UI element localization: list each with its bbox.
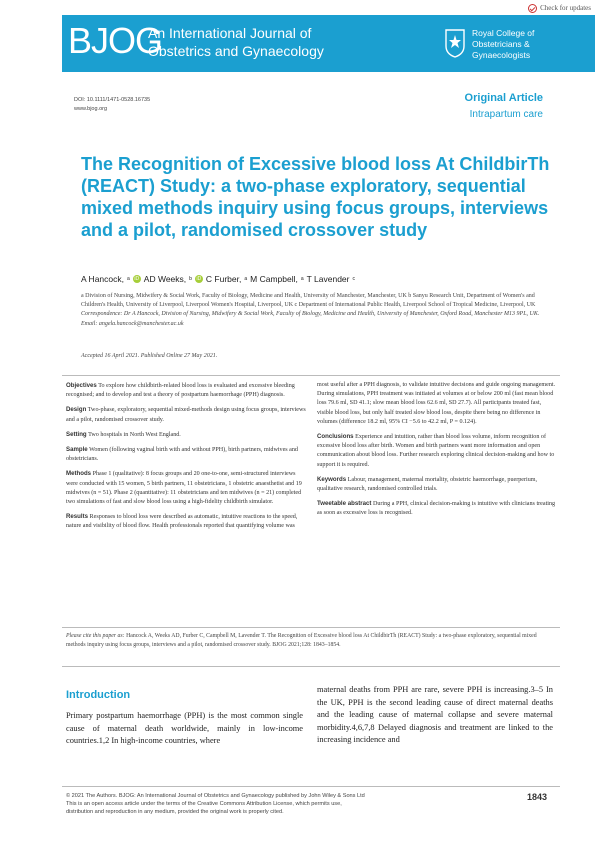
society-line1: Royal College of [472,28,535,38]
abstract-column-left [66,381,306,537]
copyright-line: © 2021 The Authors. BJOG: An International Journal of Obstetrics and Gynaecology published by John Wiley & Sons Ltd [66,793,365,799]
section-heading: Introduction [66,689,131,701]
check-for-updates-button[interactable] [528,2,591,14]
divider [62,666,560,667]
orcid-icon[interactable]: iD [196,276,202,282]
abstract-heading: Objectives [66,382,97,389]
abstract-heading: Keywords [317,475,347,483]
license-line: distribution and reproduction in any medium, provided the original work is properly cited. [66,809,284,815]
journal-url[interactable]: www.bjog.org [74,106,108,112]
divider [62,375,560,376]
citation-block [66,632,556,650]
journal-brand: BJOG [68,20,163,61]
divider [62,786,560,787]
society-line3: Gynaecologists [472,50,531,60]
correspondence: Correspondence: Dr A Hancock, Division of Nursing, Midwifery & Social Work, Faculty of Biology, Medicine and Health, University of Manchester, Oxford Road, Manchester M13 9PL, UK. Email: angela.hancock@manchester.ac.uk [81,311,540,327]
journal-title-line1: An International Journal of [148,25,312,41]
abstract-conclusions: Experience and intuition, rather than blood loss volume, inform recognition of excessive blood loss after birth. Women and birth partners want more information and open communication about blood loss. Further research exploring clinical decision-making and how to support it is required. [317,434,555,468]
abstract-results-cont: most useful after a PPH diagnosis, to validate intuitive decisions and guide ongoing management. During simulations, PPH treatment was initiated at volumes at or below 200 ml (fast mean blood loss 79.6 ml, SD 41.1; slow mean blood loss 62.6 ml, SD 27.7). All participants treated fast, visible blood loss, but only half treated slow blood loss, despite there being no difference in volumes (difference 18.2 ml, 95% CI −5.6 to 42.2 ml, P = 0.124). [317,382,556,425]
abstract-design: Two-phase, exploratory, sequential mixed-methods design using focus groups, interviews and a pilot, randomised crossover study. [66,407,306,423]
abstract-heading: Methods [66,470,92,478]
journal-title-line2: Obstetrics and Gynaecology [148,43,324,59]
author-name[interactable]: T Lavender [306,274,350,284]
abstract-heading: Tweetable abstract [317,500,372,508]
abstract-heading: Results [66,513,89,521]
abstract-results: Responses to blood loss were described as automatic, intuitive reactions to the speed, nature and visibility of blood flow. Health professionals reported that quantifying volume was [66,514,298,530]
abstract-tweet: During a PPH, clinical decision-making is intuitive with clinicians treating as soon as excessive loss is recognised. [317,501,556,517]
journal-title [148,24,324,60]
abstract-heading: Design [66,406,87,414]
check-for-updates-label: Check for updates [540,4,591,12]
author-name[interactable]: AD Weeks, [143,274,187,284]
citation-text: Hancock A, Weeks AD, Furber C, Campbell M, Lavender T. The Recognition of Excessive blood loss At ChildbirTh (REACT) Study: a two-phase exploratory, sequential mixed methods inquiry using focus groups, interviews and a pilot, randomised crossover study. BJOG 2021;128: 1843–1854. [66,633,537,648]
license-footer [66,792,466,816]
affiliation-text: a Division of Nursing, Midwifery & Social Work, Faculty of Biology, Medicine and Health, University of Manchester, Manchester, UK b Sanyu Research Unit, Department of Women's and Children's Health, University of Liverpool, Liverpool Women's Hospital, Liverpool, UK c Department of International Public Health, Liverpool School of Tropical Medicine, Liverpool, UK [81,293,536,309]
author-affil-sup: a [244,276,248,282]
author-list [81,274,355,284]
doi[interactable]: DOI: 10.1111/1471-0528.16735 [74,97,151,103]
author-name[interactable]: M Campbell, [250,274,298,284]
article-type: Original Article [464,92,543,104]
page-number: 1843 [526,792,547,802]
citation-lead: Please cite this paper as: [66,633,125,639]
society-name [472,28,534,61]
author-affil-sup: b [189,276,192,282]
abstract-heading: Setting [66,430,87,438]
intro-paragraph-right: maternal deaths from PPH are rare, severe PPH is increasing.3–5 In the UK, PPH is the second leading cause of direct maternal deaths and the leading cause of maternal collapse and severe maternal morbidity.4,6,7,8 Delayed diagnosis and treatment are linked to the increasing incidence and [317,685,553,744]
abstract-objectives: To explore how childbirth-related blood loss is evaluated and excessive bleeding recognised; and to develop and test a theory of postpartum haemorrhage (PPH) diagnosis. [66,383,295,399]
article-type-block [465,92,543,120]
abstract-methods: Phase 1 (qualitative): 8 focus groups and 20 one-to-one, semi-structured interviews were conducted with 15 women, 5 birth partners, 11 obstetricians, 1 obstetric anaesthetist and 19 midwives (n = 51). Phase 2 (quantitative): 11 obstetricians and ten midwives (n = 21) completed two simulations of fast and slow blood loss using a high-fidelity childbirth simulator. [66,471,302,506]
divider [62,627,560,628]
doi-block [74,96,150,114]
author-affil-sup: a [300,276,304,282]
abstract-heading: Sample [66,446,88,454]
accepted-date: Accepted 16 April 2021. Published Online 27 May 2021. [81,353,218,359]
article-section: Intrapartum care [469,109,543,120]
author-affil-sup: c [352,276,355,282]
affiliations [81,292,553,329]
abstract-sample: Women (following vaginal birth with and without PPH), birth partners, midwives and obstetricians. [66,447,298,463]
abstract-column-right [317,381,557,524]
author-name[interactable]: A Hancock, [81,274,124,284]
intro-paragraph-left: Primary postpartum haemorrhage (PPH) is the most common single cause of maternal death worldwide, mainly in low-income countries.1,2 In high-income countries, where [66,711,303,745]
check-icon [528,4,537,13]
orcid-icon[interactable]: iD [134,276,140,282]
abstract-keywords: Labour, management, maternal mortality, obstetric haemorrhage, puerperium, qualitative research, randomised controlled trials. [317,476,538,493]
article-title: The Recognition of Excessive blood loss At ChildbirTh (REACT) Study: a two-phase exploratory, sequential mixed methods inquiry using focus groups, interviews and a pilot, randomised crossover study [81,154,550,240]
society-line2: Obstetricians & [472,39,530,49]
abstract-heading: Conclusions [317,433,354,441]
author-affil-sup: a [127,276,130,282]
license-line: This is an open access article under the terms of the Creative Commons Attribution License, which permits use, [66,801,342,807]
author-name[interactable]: C Furber, [205,274,242,284]
rcog-crest-icon [444,28,466,58]
abstract-setting: Two hospitals in North West England. [88,431,181,438]
